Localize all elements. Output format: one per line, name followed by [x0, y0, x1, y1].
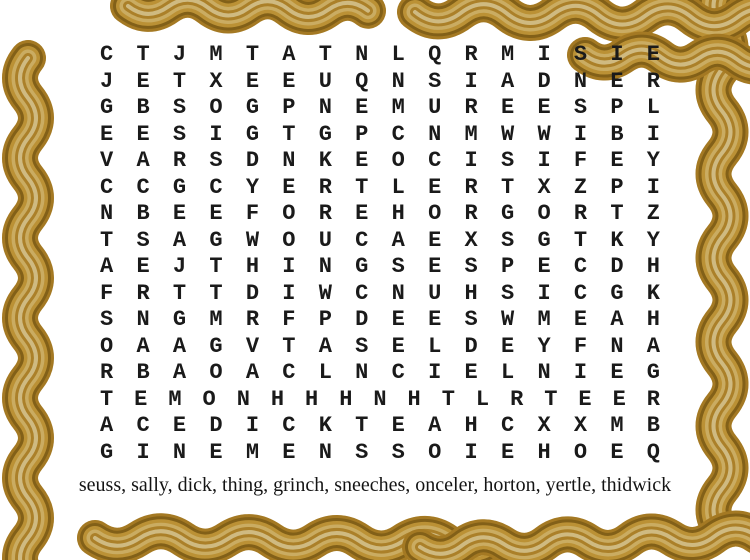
grid-cell: H — [407, 386, 421, 412]
grid-cell: P — [318, 307, 332, 332]
grid-cell: R — [573, 201, 588, 226]
grid-cell: M — [245, 439, 260, 465]
grid-cell: I — [464, 148, 478, 173]
grid-cell: C — [573, 254, 588, 279]
grid-cell: E — [355, 95, 369, 120]
grid-cell: C — [355, 227, 369, 253]
grid-cell: E — [282, 174, 296, 200]
grid-cell: P — [355, 121, 369, 147]
grid-cell: C — [100, 42, 114, 67]
grid-cell: E — [464, 360, 478, 385]
grid-cell: G — [318, 121, 332, 147]
grid-cell: N — [136, 307, 150, 332]
grid-row — [100, 228, 660, 255]
grid-row — [100, 281, 660, 308]
grid-cell: A — [100, 413, 114, 438]
grid-cell: I — [537, 148, 551, 173]
grid-cell: G — [245, 121, 260, 147]
grid-cell: H — [537, 439, 551, 465]
grid-cell: S — [172, 95, 187, 120]
grid-cell: D — [245, 280, 260, 306]
grid-cell: A — [500, 68, 515, 94]
grid-cell: E — [391, 333, 405, 359]
grid-cell: T — [282, 121, 296, 147]
grid-cell: Q — [646, 439, 660, 465]
grid-row — [100, 175, 660, 202]
grid-cell: E — [610, 439, 624, 465]
grid-cell: G — [172, 174, 187, 200]
grid-cell: R — [136, 280, 150, 306]
grid-cell: C — [136, 174, 150, 200]
grid-cell: E — [282, 439, 296, 465]
grid-cell: H — [646, 307, 660, 332]
grid-cell: U — [428, 280, 442, 306]
grid-cell: J — [100, 68, 114, 94]
grid-cell: G — [209, 227, 223, 253]
grid-row — [100, 440, 660, 467]
grid-cell: C — [136, 413, 150, 438]
grid-cell: U — [318, 68, 332, 94]
grid-cell: N — [355, 360, 369, 385]
grid-cell: G — [209, 333, 223, 359]
grid-cell: C — [355, 280, 369, 306]
grid-cell: N — [318, 95, 332, 120]
grid-cell: Z — [646, 201, 660, 226]
grid-cell: C — [500, 413, 515, 438]
grid-cell: I — [610, 42, 624, 67]
grid-cell: Q — [428, 42, 442, 67]
grid-cell: I — [537, 280, 551, 306]
grid-cell: E — [209, 201, 223, 226]
grid-cell: R — [318, 174, 332, 200]
grid-cell: I — [282, 280, 296, 306]
grid-cell: E — [428, 174, 442, 200]
grid-row — [100, 387, 660, 414]
grid-cell: A — [282, 42, 296, 67]
grid-cell: C — [391, 360, 405, 385]
grid-cell: W — [245, 227, 260, 253]
grid-cell: E — [136, 254, 150, 279]
grid-cell: T — [500, 174, 515, 200]
grid-cell: P — [500, 254, 515, 279]
grid-cell: E — [646, 42, 660, 67]
grid-cell: L — [318, 360, 332, 385]
grid-cell: S — [355, 333, 369, 359]
grid-cell: E — [355, 148, 369, 173]
grid-cell: G — [500, 201, 515, 226]
grid-cell: F — [282, 307, 296, 332]
grid-cell: S — [136, 227, 150, 253]
grid-cell: O — [100, 333, 114, 359]
grid-cell: S — [464, 254, 478, 279]
grid-cell: I — [282, 254, 296, 279]
grid-cell: T — [355, 174, 369, 200]
grid-cell: A — [245, 360, 260, 385]
grid-cell: O — [209, 360, 223, 385]
grid-cell: R — [318, 201, 332, 226]
grid-cell: R — [464, 42, 478, 67]
grid-cell: I — [428, 360, 442, 385]
grid-cell: S — [100, 307, 114, 332]
grid-cell: B — [136, 95, 150, 120]
grid-cell: E — [500, 95, 515, 120]
grid-cell: E — [610, 360, 624, 385]
grid-cell: O — [428, 201, 442, 226]
grid-cell: O — [202, 386, 216, 412]
grid-cell: D — [245, 148, 260, 173]
grid-cell: M — [168, 386, 182, 412]
grid-cell: G — [172, 307, 187, 332]
grid-cell: V — [245, 333, 260, 359]
grid-cell: H — [464, 280, 478, 306]
grid-cell: A — [428, 413, 442, 438]
grid-row — [100, 307, 660, 334]
grid-cell: E — [610, 68, 624, 94]
grid-cell: E — [355, 201, 369, 226]
gold-rickrack-ribbon-border — [420, 529, 750, 554]
grid-cell: E — [391, 413, 405, 438]
grid-cell: T — [245, 42, 260, 67]
grid-cell: A — [136, 148, 150, 173]
grid-cell: M — [537, 307, 551, 332]
grid-cell: S — [500, 148, 515, 173]
grid-cell: R — [646, 386, 660, 412]
grid-cell: M — [209, 307, 223, 332]
grid-cell: E — [134, 386, 148, 412]
grid-row — [100, 122, 660, 149]
grid-cell: N — [236, 386, 250, 412]
grid-cell: I — [573, 121, 588, 147]
grid-cell: E — [428, 227, 442, 253]
grid-cell: J — [172, 254, 187, 279]
grid-cell: I — [464, 68, 478, 94]
grid-cell: T — [172, 68, 187, 94]
grid-cell: S — [428, 68, 442, 94]
grid-cell: P — [282, 95, 296, 120]
grid-cell: T — [282, 333, 296, 359]
grid-cell: H — [270, 386, 285, 412]
grid-cell: D — [537, 68, 551, 94]
grid-cell: R — [464, 201, 478, 226]
grid-cell: A — [318, 333, 332, 359]
grid-cell: M — [391, 95, 405, 120]
word-search-grid — [100, 42, 660, 466]
grid-cell: F — [573, 333, 588, 359]
grid-cell: I — [464, 439, 478, 465]
grid-cell: O — [537, 201, 551, 226]
grid-cell: X — [537, 413, 551, 438]
grid-cell: E — [100, 121, 114, 147]
grid-cell: L — [391, 174, 405, 200]
grid-cell: T — [100, 227, 114, 253]
grid-cell: A — [646, 333, 660, 359]
grid-cell: W — [318, 280, 332, 306]
grid-cell: L — [500, 360, 515, 385]
grid-cell: F — [245, 201, 260, 226]
grid-cell: A — [172, 227, 187, 253]
grid-cell: S — [209, 148, 223, 173]
grid-cell: E — [428, 307, 442, 332]
grid-cell: M — [610, 413, 624, 438]
grid-cell: T — [209, 254, 223, 279]
grid-cell: T — [172, 280, 187, 306]
grid-cell: Y — [537, 333, 551, 359]
grid-cell: L — [391, 42, 405, 67]
grid-cell: C — [209, 174, 223, 200]
grid-cell: B — [610, 121, 624, 147]
grid-cell: E — [500, 439, 515, 465]
grid-cell: E — [391, 307, 405, 332]
grid-cell: H — [464, 413, 478, 438]
grid-cell: E — [573, 307, 588, 332]
grid-cell: W — [500, 307, 515, 332]
grid-cell: N — [428, 121, 442, 147]
grid-row — [100, 201, 660, 228]
grid-cell: O — [209, 95, 223, 120]
grid-cell: E — [612, 386, 626, 412]
grid-cell: D — [355, 307, 369, 332]
grid-cell: N — [100, 201, 114, 226]
grid-cell: S — [391, 439, 405, 465]
grid-cell: O — [391, 148, 405, 173]
grid-cell: Z — [573, 174, 588, 200]
grid-row — [100, 69, 660, 96]
grid-cell: R — [172, 148, 187, 173]
grid-cell: R — [100, 360, 114, 385]
grid-cell: I — [245, 413, 260, 438]
grid-cell: E — [209, 439, 223, 465]
grid-cell: R — [646, 68, 660, 94]
grid-row — [100, 334, 660, 361]
grid-cell: Y — [245, 174, 260, 200]
grid-cell: I — [573, 360, 588, 385]
grid-row — [100, 360, 660, 387]
grid-cell: K — [646, 280, 660, 306]
grid-cell: M — [500, 42, 515, 67]
gold-rickrack-ribbon-border — [415, 4, 750, 26]
grid-cell: C — [282, 360, 296, 385]
word-list-text: seuss, sally, dick, thing, grinch, sneeches, onceler, horton, yertle, thidwick — [78, 474, 672, 496]
grid-cell: C — [573, 280, 588, 306]
grid-cell: N — [573, 68, 588, 94]
grid-cell: T — [318, 42, 332, 67]
grid-cell: C — [391, 121, 405, 147]
grid-cell: L — [475, 386, 490, 412]
grid-cell: G — [610, 280, 624, 306]
gold-rickrack-ribbon-border — [128, 0, 368, 17]
grid-cell: D — [610, 254, 624, 279]
grid-cell: W — [500, 121, 515, 147]
grid-cell: D — [464, 333, 478, 359]
grid-cell: T — [209, 280, 223, 306]
gold-rickrack-ribbon-border — [714, 0, 731, 531]
grid-cell: A — [610, 307, 624, 332]
grid-cell: O — [428, 439, 442, 465]
grid-cell: P — [610, 95, 624, 120]
grid-cell: N — [373, 386, 387, 412]
grid-cell: H — [339, 386, 353, 412]
grid-cell: B — [136, 360, 150, 385]
grid-cell: G — [355, 254, 369, 279]
grid-cell: L — [428, 333, 442, 359]
grid-row — [100, 413, 660, 440]
grid-cell: X — [573, 413, 588, 438]
grid-cell: G — [537, 227, 551, 253]
grid-cell: S — [172, 121, 187, 147]
grid-row — [100, 148, 660, 175]
grid-cell: T — [355, 413, 369, 438]
grid-cell: C — [100, 174, 114, 200]
grid-cell: E — [610, 148, 624, 173]
grid-cell: O — [573, 439, 588, 465]
grid-cell: N — [318, 439, 332, 465]
grid-cell: T — [610, 201, 624, 226]
grid-row — [100, 254, 660, 281]
grid-cell: K — [610, 227, 624, 253]
grid-cell: T — [544, 386, 558, 412]
grid-cell: G — [100, 95, 114, 120]
grid-cell: S — [355, 439, 369, 465]
grid-cell: B — [136, 201, 150, 226]
grid-cell: Y — [646, 148, 660, 173]
grid-cell: H — [646, 254, 660, 279]
grid-cell: I — [136, 439, 150, 465]
grid-cell: O — [282, 227, 296, 253]
grid-cell: E — [136, 121, 150, 147]
grid-cell: X — [209, 68, 223, 94]
grid-cell: V — [100, 148, 114, 173]
grid-cell: U — [428, 95, 442, 120]
grid-cell: K — [318, 148, 332, 173]
grid-cell: G — [100, 439, 114, 465]
grid-cell: X — [464, 227, 478, 253]
grid-cell: S — [573, 42, 588, 67]
grid-cell: N — [391, 68, 405, 94]
grid-cell: L — [646, 95, 660, 120]
grid-cell: S — [500, 280, 515, 306]
grid-cell: E — [136, 68, 150, 94]
grid-cell: N — [355, 42, 369, 67]
grid-cell: H — [305, 386, 319, 412]
grid-cell: X — [537, 174, 551, 200]
grid-cell: T — [136, 42, 150, 67]
grid-cell: I — [646, 121, 660, 147]
grid-cell: A — [172, 360, 187, 385]
grid-cell: S — [391, 254, 405, 279]
grid-cell: D — [209, 413, 223, 438]
grid-cell: A — [391, 227, 405, 253]
grid-row — [100, 95, 660, 122]
grid-cell: O — [282, 201, 296, 226]
grid-cell: E — [500, 333, 515, 359]
grid-cell: R — [464, 174, 478, 200]
grid-cell: G — [646, 360, 660, 385]
grid-cell: N — [610, 333, 624, 359]
grid-cell: M — [209, 42, 223, 67]
grid-cell: C — [282, 413, 296, 438]
grid-cell: N — [537, 360, 551, 385]
grid-cell: A — [172, 333, 187, 359]
grid-cell: Q — [355, 68, 369, 94]
grid-cell: E — [172, 201, 187, 226]
grid-cell: H — [391, 201, 405, 226]
grid-cell: T — [441, 386, 455, 412]
grid-cell: E — [172, 413, 187, 438]
grid-cell: S — [500, 227, 515, 253]
grid-cell: N — [172, 439, 187, 465]
grid-cell: K — [318, 413, 332, 438]
grid-cell: W — [537, 121, 551, 147]
grid-cell: G — [245, 95, 260, 120]
grid-cell: Y — [646, 227, 660, 253]
grid-cell: T — [100, 386, 114, 412]
grid-cell: F — [573, 148, 588, 173]
grid-cell: I — [209, 121, 223, 147]
grid-cell: R — [510, 386, 524, 412]
grid-cell: N — [282, 148, 296, 173]
grid-cell: A — [136, 333, 150, 359]
grid-cell: E — [282, 68, 296, 94]
grid-cell: J — [172, 42, 187, 67]
grid-cell: R — [464, 95, 478, 120]
grid-cell: N — [391, 280, 405, 306]
grid-cell: I — [537, 42, 551, 67]
grid-cell: E — [578, 386, 592, 412]
grid-cell: E — [428, 254, 442, 279]
grid-cell: H — [245, 254, 260, 279]
grid-row — [100, 42, 660, 69]
grid-cell: E — [245, 68, 260, 94]
grid-cell: F — [100, 280, 114, 306]
grid-cell: S — [464, 307, 478, 332]
grid-cell: E — [537, 254, 551, 279]
grid-cell: R — [245, 307, 260, 332]
grid-cell: P — [610, 174, 624, 200]
grid-cell: E — [537, 95, 551, 120]
grid-cell: U — [318, 227, 332, 253]
grid-cell: T — [573, 227, 588, 253]
grid-cell: B — [646, 413, 660, 438]
grid-cell: N — [318, 254, 332, 279]
grid-cell: A — [100, 254, 114, 279]
grid-cell: I — [646, 174, 660, 200]
grid-cell: M — [464, 121, 478, 147]
grid-cell: S — [573, 95, 588, 120]
grid-cell: C — [428, 148, 442, 173]
